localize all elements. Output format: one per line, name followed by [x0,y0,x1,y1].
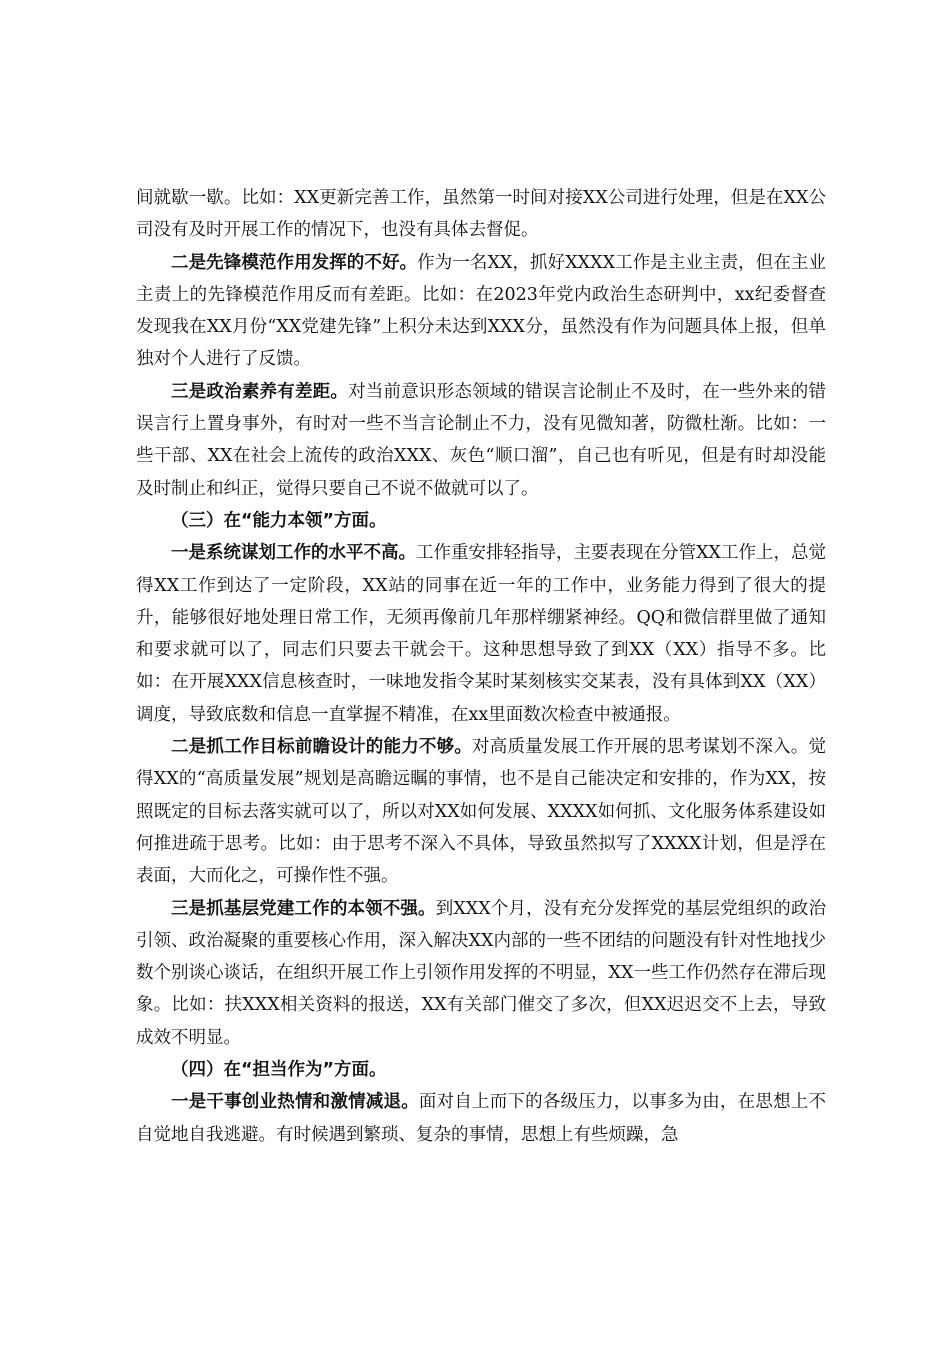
section-heading-ability: （三）在“能力本领”方面。 [171,510,387,531]
paragraph-text: 面对自上而下的各级压力，以事多为由，在思想上不自觉地自我逃避。有时候遇到繁琐、复杂的事情，思想上有些烦躁，急 [136,1092,827,1145]
paragraph-text: 到XXX个月，没有充分发挥党的基层党组织的政治引领、政治凝聚的重要核心作用，深入解决XX内部的一些不团结的问题没有针对性地找少数个别谈心谈话，在组织开展工作上引领作用发挥的不明显，XX一些工作仍然存在滞后现象。比如：扶XXX相关资料的报送，XX有关部门催交了多次，但XX迟迟交不上去，导致成效不明显。 [136,898,827,1048]
paragraph-lead: 三是抓基层党建工作的本领不强。 [171,898,436,919]
paragraph-lead: 一是干事创业热情和激情减退。 [171,1092,419,1113]
document-body [136,182,826,1151]
paragraph-systematic-planning [136,537,826,731]
paragraph-text: 工作重安排轻指导，主要表现在分管XX工作上，总觉得XX工作到达了一定阶段，XX站的同事在近一年的工作中，业务能力得到了很大的提升，能够很好地处理日常工作，无须再像前几年那样绷紧神经。QQ和微信群里做了通知和要求就可以了，同志们只要去干就会干。这种思想导致了到XX（XX）指导不多。比如：在开展XXX信息核查时，一味地发指令某时某刻核实交某表，没有具体到XX（XX）调度，导致底数和信息一直掌握不精准，在xx里面数次检查中被通报。 [136,543,826,725]
paragraph-lead: 三是政治素养有差距。 [171,381,349,402]
paragraph-lead: 一是系统谋划工作的水平不高。 [171,543,417,564]
paragraph-political-literacy [136,376,826,505]
paragraph-text: 对当前意识形态领域的错误言论制止不及时，在一些外来的错误言行上置身事外，有时对一些不当言论制止不力，没有见微知著，防微杜渐。比如：一些干部、XX在社会上流传的政治XXX、灰色“顺口溜”，自己也有听见，但是有时却没能及时制止和纠正，觉得只要自己不说不做就可以了。 [136,381,827,499]
paragraph-enthusiasm [136,1086,826,1151]
paragraph-lead: 二是抓工作目标前瞻设计的能力不够。 [171,737,473,758]
section-heading-responsibility: （四）在“担当作为”方面。 [171,1060,387,1081]
paragraph-forward-design [136,731,826,892]
paragraph-text: 对高质量发展工作开展的思考谋划不深入。觉得XX的“高质量发展”规划是高瞻远瞩的事情，也不是自己能决定和安排的，作为XX，按照既定的目标去落实就可以了，所以对XX如何发展、XXXX如何抓、文化服务体系建设如何推进疏于思考。比如：由于思考不深入不具体，导致虽然拟写了XXXX计划，但是浮在表面，大而化之，可操作性不强。 [136,737,827,887]
paragraph-vanguard-role [136,247,826,376]
paragraph-text: 间就歇一歇。比如：XX更新完善工作，虽然第一时间对接XX公司进行处理，但是在XX公司没有及时开展工作的情况下，也没有具体去督促。 [136,188,826,241]
paragraph-party-building [136,893,826,1054]
paragraph-continuation [136,182,826,247]
paragraph-lead: 二是先锋模范作用发挥的不好。 [171,252,418,273]
paragraph-text: 作为一名XX，抓好XXXX工作是主业主责，但在主业主责上的先锋模范作用反而有差距。比如：在2023年党内政治生态研判中，xx纪委督查发现我在XX月份“XX党建先锋”上积分未达到XXX分，虽然没有作为问题具体上报，但单独对个人进行了反馈。 [136,252,827,370]
